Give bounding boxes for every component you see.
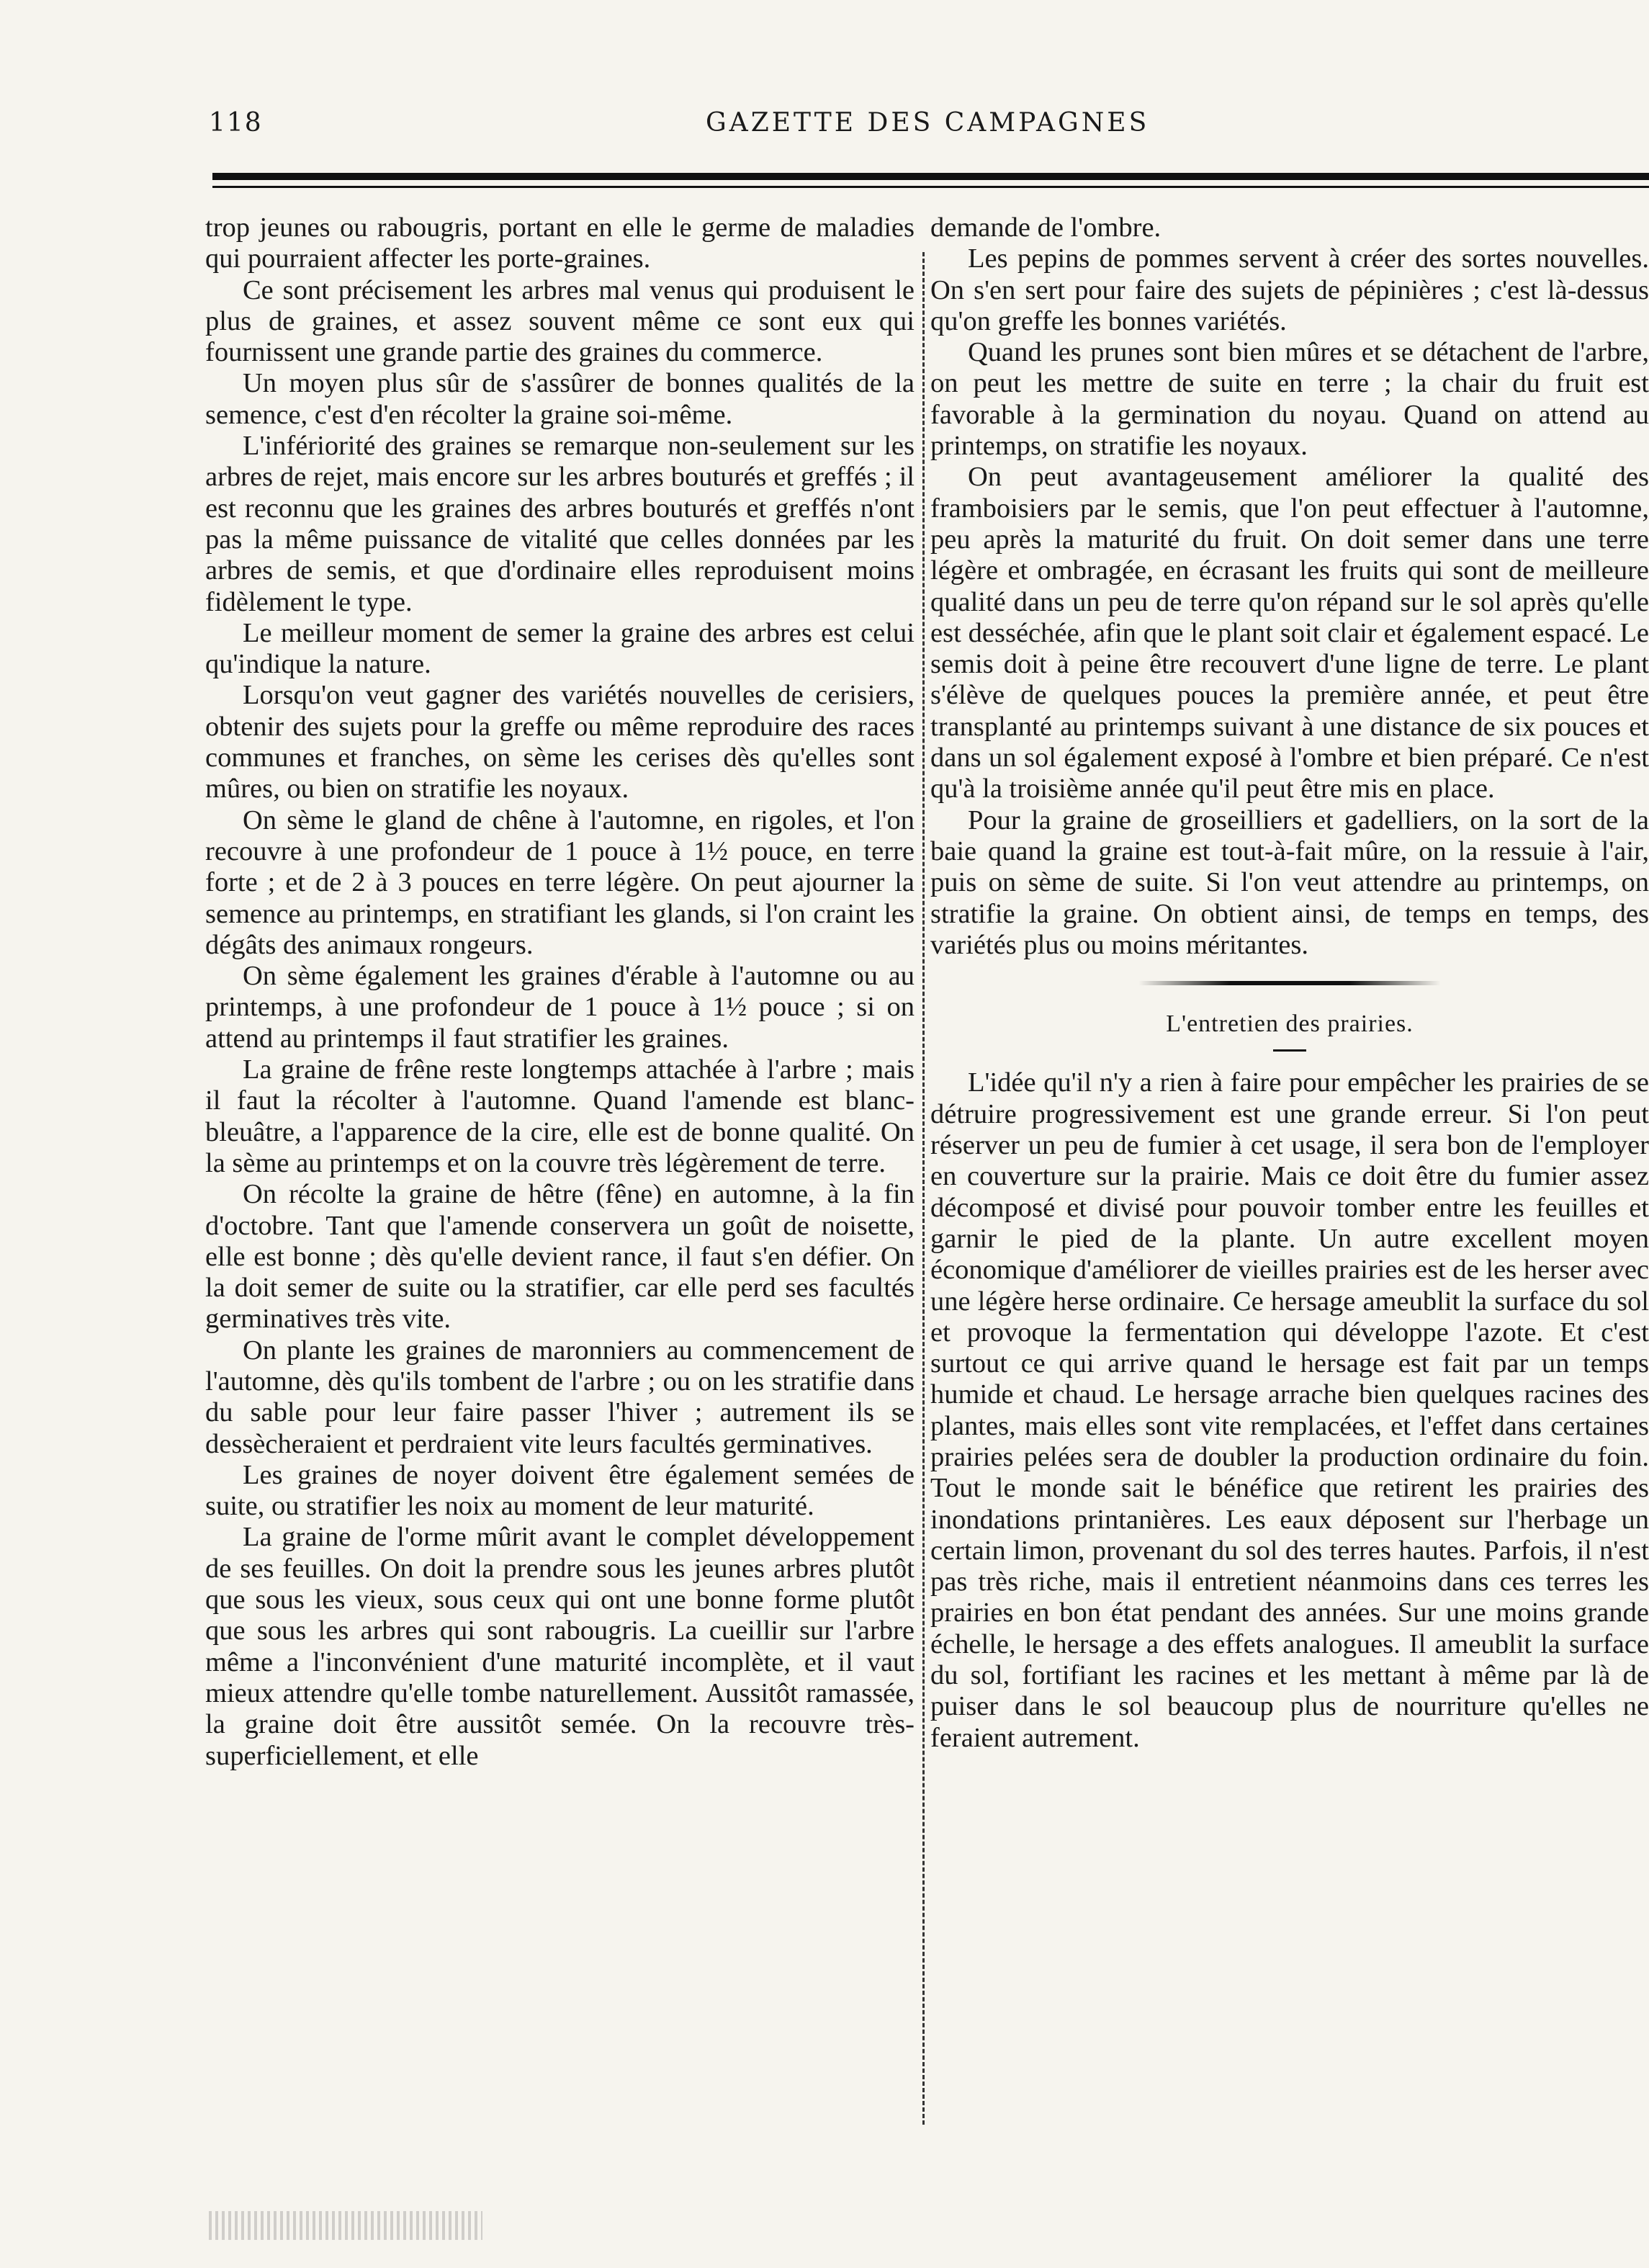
section-heading: L'entretien des prairies.	[1166, 1010, 1414, 1038]
header-rule-thick	[212, 173, 1649, 180]
paragraph: Pour la graine de groseilliers et gadelliers, on la sort de la baie quand la graine est tout-à-fait mûre, on la ressuie à l'air, puis on sème de suite. Si l'on veut attendre au printemps, on stratifie la graine. On obtient ainsi, de temps en temps, des variétés plus ou moins méritantes.	[930, 804, 1649, 960]
paragraph: trop jeunes ou rabougris, portant en elle le germe de maladies qui pourraient affecter les porte-graines.	[205, 212, 915, 274]
ornamental-rule	[1138, 981, 1441, 985]
heading-underline	[1273, 1049, 1306, 1052]
paragraph: L'idée qu'il n'y a rien à faire pour empêcher les prairies de se détruire progressivement est une grande erreur. Si l'on peut réserver un peu de fumier à cet usage, il sera bon de l'employer en couverture sur la prairie. Mais ce doit être du fumier assez décomposé et divisé pour pouvoir tomber entre les feuilles et garnir le pied de la plante. Un autre excellent moyen économique d'améliorer de vieilles prairies est de les herser avec une légère herse ordinaire. Ce hersage ameublit la surface du sol et provoque la fermentation qui développe l'azote. Et c'est surtout ce qui arrive quand le hersage est fait par un temps humide et chaud. Le hersage arrache bien quelques racines des plantes, mais elles sont vite remplacées, et l'effet dans certaines prairies pelées sera de doubler la production ordinaire du foin. Tout le monde sait le bénéfice que retirent les prairies des inondations printanières. Les eaux déposent sur l'herbage un certain limon, provenant du sol des terres hautes. Parfois, il n'est pas très riche, mais il entretient néanmoins dans ces terres les prairies en bon état pendant des années. Sur une moins grande échelle, le hersage a des effets analogues. Il ameublit la surface du sol, fortifiant les racines et les mettant à même par là de puiser dans le sol beaucoup plus de nourriture qu'elles ne feraient autrement.	[930, 1067, 1649, 1753]
paragraph: La graine de l'orme mûrit avant le complet développement de ses feuilles. On doit la prendre sous les jeunes arbres plutôt que sous les vieux, sous ceux qui ont une bonne forme plutôt que sous les arbres qui sont rabougris. La cueillir sur l'arbre même a l'inconvénient d'une maturité incomplète, et il vaut mieux attendre qu'elle tombe naturellement. Aussitôt ramassée, la graine doit être aussitôt semée. On la recouvre très-superficiellement, et elle	[205, 1522, 915, 1771]
paragraph: La graine de frêne reste longtemps attachée à l'arbre ; mais il faut la récolter à l'automne. Quand l'amende est blanc-bleuâtre, a l'apparence de la cire, elle est de bonne qualité. On la sème au printemps et on la couvre très légèrement de terre.	[205, 1054, 915, 1178]
paragraph: On sème le gland de chêne à l'automne, en rigoles, et l'on recouvre à une profondeur de 1 pouce à 1½ pouce, en terre forte ; et de 2 à 3 pouces en terre légère. On peut ajourner la semence au printemps, en stratifiant les glands, si l'on craint les dégâts des animaux rongeurs.	[205, 804, 915, 960]
paragraph: Les graines de noyer doivent être également semées de suite, ou stratifier les noix au moment de leur maturité.	[205, 1459, 915, 1522]
page-number: 118	[209, 108, 263, 138]
paragraph: Quand les prunes sont bien mûres et se détachent de l'arbre, on peut les mettre de suite en terre ; la chair du fruit est favorable à la germination du noyau. Quand on attend au printemps, on stratifie les noyaux.	[930, 337, 1649, 462]
library-stamp	[209, 2211, 482, 2240]
paragraph: On sème également les graines d'érable à l'automne ou au printemps, à une profondeur de 1 pouce à 1½ pouce ; si on attend au printemps il faut stratifier les graines.	[205, 961, 915, 1054]
page-header	[202, 108, 1649, 151]
section-heading-block	[930, 961, 1649, 1067]
header-rule-thin	[212, 186, 1649, 188]
paragraph: demande de l'ombre.	[930, 212, 1162, 243]
paragraph: On récolte la graine de hêtre (fêne) en automne, à la fin d'octobre. Tant que l'amende conservera un goût de noisette, elle est bonne ; dès qu'elle devient rance, il faut s'en défier. On la doit semer de suite ou la stratifier, car elle perd ses facultés germinatives très vite.	[205, 1179, 915, 1335]
paragraph: Lorsqu'on veut gagner des variétés nouvelles de cerisiers, obtenir des sujets pour la greffe ou même reproduire des races communes et franches, on sème les cerises dès qu'elles sont mûres, ou bien on stratifie les noyaux.	[205, 680, 915, 804]
paragraph: Le meilleur moment de semer la graine des arbres est celui qu'indique la nature.	[205, 617, 915, 680]
left-column	[205, 212, 915, 2121]
paragraph: On plante les graines de maronniers au commencement de l'automne, dès qu'ils tombent de l'arbre ; ou on les stratifie dans du sable pour leur faire passer l'hiver ; autrement ils se dessècheraient et perdraient vite leurs facultés germinatives.	[205, 1335, 915, 1459]
paragraph: L'infériorité des graines se remarque non-seulement sur les arbres de rejet, mais encore sur les arbres bouturés et greffés ; il est reconnu que les graines des arbres bouturés et greffés n'ont pas la même puissance de vitalité que celles données par les arbres de semis, et que d'ordinaire elles reproduisent moins fidèlement le type.	[205, 431, 915, 617]
paragraph: Un moyen plus sûr de s'assûrer de bonnes qualités de la semence, c'est d'en récolter la graine soi-même.	[205, 368, 915, 430]
running-title: GAZETTE DES CAMPAGNES	[706, 108, 1150, 138]
paragraph: Les pepins de pommes servent à créer des sortes nouvelles. On s'en sert pour faire des sujets de pépinières ; c'est là-dessus qu'on greffe les bonnes variétés.	[930, 243, 1649, 336]
paragraph: Ce sont précisement les arbres mal venus qui produisent le plus de graines, et assez souvent même ce sont eux qui fournissent une grande partie des graines du commerce.	[205, 274, 915, 368]
paragraph: On peut avantageusement améliorer la qualité des framboisiers par le semis, que l'on peut effectuer à l'automne, peu après la maturité du fruit. On doit semer dans une terre légère et ombragée, en écrasant les fruits qui sont de meilleure qualité dans un peu de terre qu'on répand sur le sol après qu'elle est desséchée, afin que le plant soit clair et également espacé. Le semis doit à peine être recouvert d'une ligne de terre. Le plant s'élève de quelques pouces la première année, et peut être transplanté au printemps suivant à une distance de six pouces et dans un sol également exposé à l'ombre et bien préparé. Ce n'est qu'à la troisième année qu'il peut être mis en place.	[930, 462, 1649, 804]
column-divider	[922, 252, 925, 2125]
right-column	[930, 212, 1649, 2121]
